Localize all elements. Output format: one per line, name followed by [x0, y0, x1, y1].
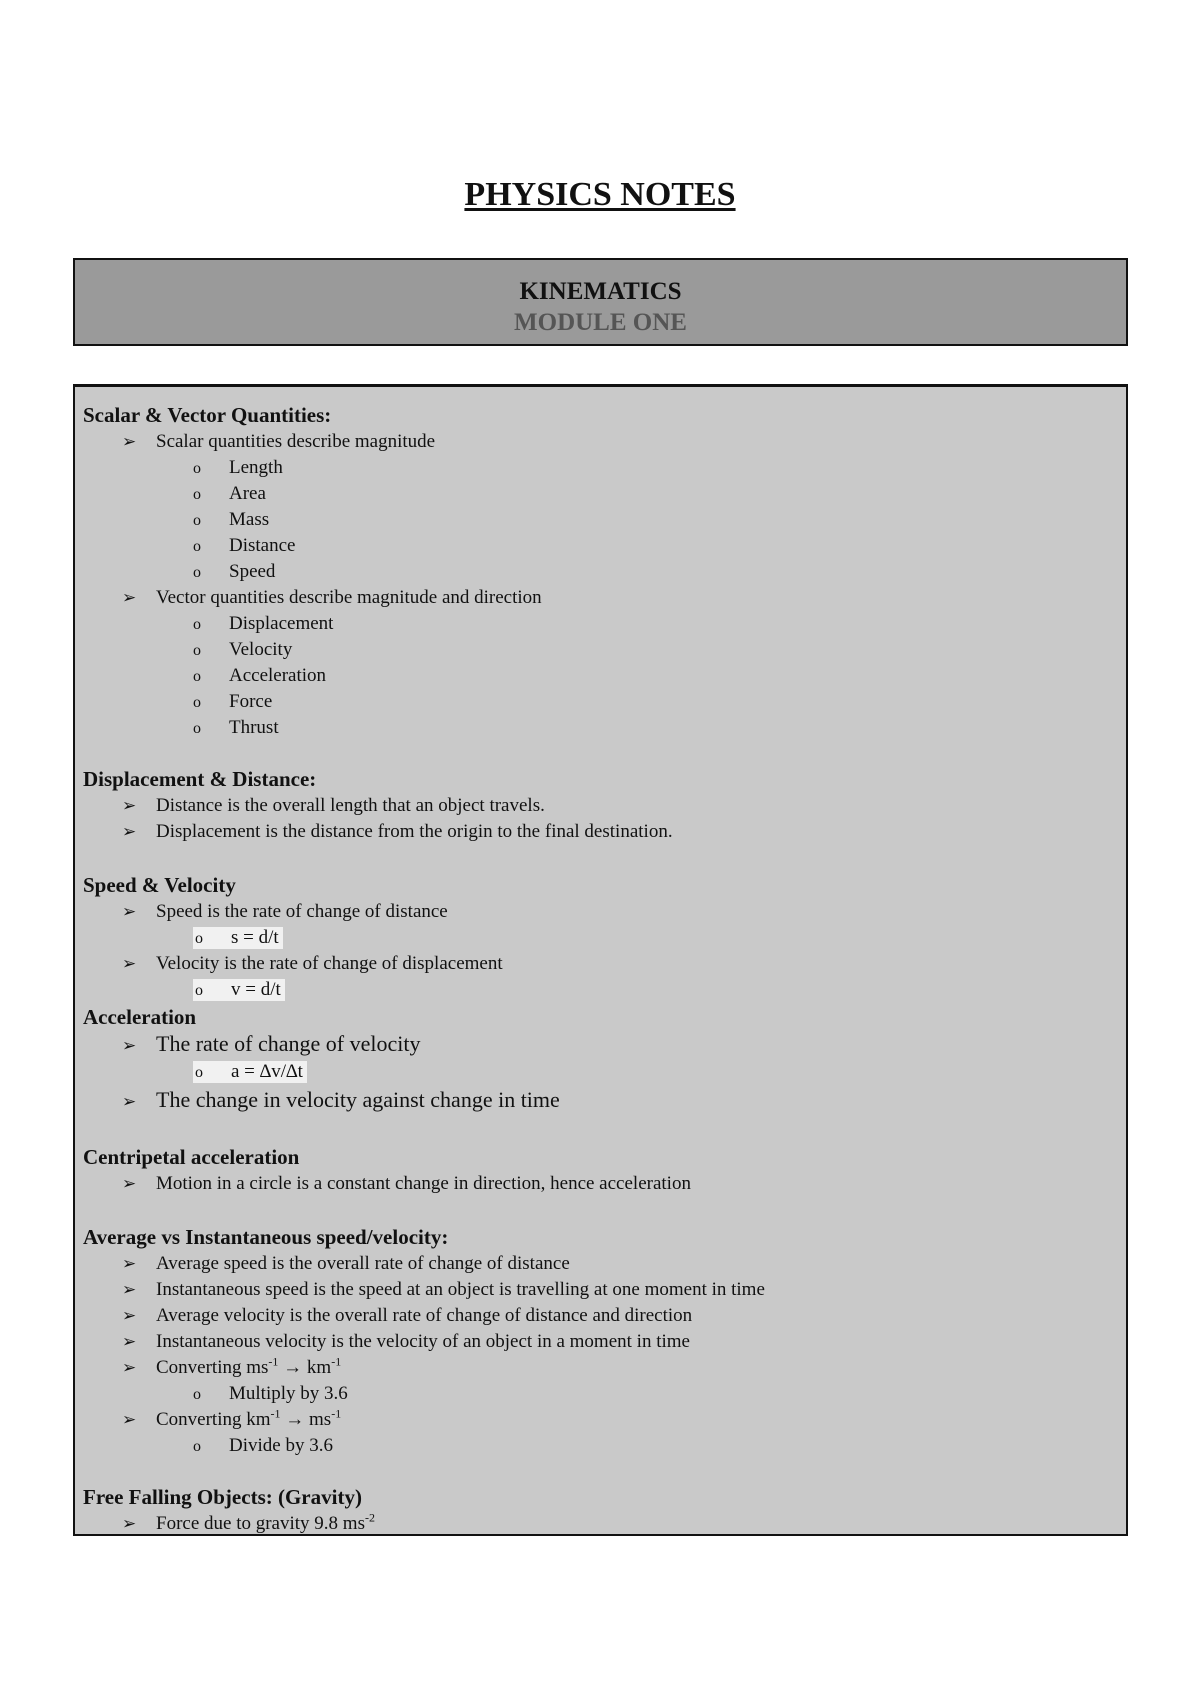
circle-bullet-icon: o	[193, 512, 201, 529]
list-item-text: Speed is the rate of change of distance	[156, 901, 448, 922]
circle-bullet-icon: o	[195, 1064, 203, 1081]
sub-list-item	[193, 457, 283, 479]
formula-item	[193, 927, 283, 949]
page-title: PHYSICS NOTES	[464, 176, 736, 213]
formula-item	[193, 979, 285, 1001]
list-item	[122, 587, 542, 609]
sub-list-item-text: Length	[229, 457, 283, 478]
section-heading: Centripetal acceleration	[83, 1145, 300, 1169]
list-item	[122, 1279, 765, 1301]
arrow-bullet-icon: ➢	[122, 1092, 137, 1111]
sub-list-item-text: Divide by 3.6	[229, 1435, 333, 1456]
notes-content-box	[73, 384, 1128, 1536]
arrow-bullet-icon: ➢	[122, 902, 137, 921]
circle-bullet-icon: o	[193, 694, 201, 711]
circle-bullet-icon: o	[193, 642, 201, 659]
sub-list-item	[193, 1383, 348, 1405]
list-item	[122, 1406, 342, 1431]
formula-text: v = d/t	[231, 979, 281, 1000]
arrow-bullet-icon: ➢	[122, 1254, 137, 1273]
circle-bullet-icon: o	[195, 930, 203, 947]
list-item-text: Velocity is the rate of change of displacement	[156, 953, 503, 974]
formula-text: s = d/t	[231, 927, 279, 948]
topic-heading: KINEMATICS	[519, 278, 682, 305]
list-item-text: Instantaneous velocity is the velocity of an object in a moment in time	[156, 1331, 690, 1352]
section-heading: Speed & Velocity	[83, 873, 236, 897]
section-heading: Scalar & Vector Quantities:	[83, 403, 332, 427]
arrow-bullet-icon: ➢	[122, 1306, 137, 1325]
sub-list-item	[193, 535, 295, 557]
list-item-text: The change in velocity against change in time	[156, 1087, 560, 1112]
list-item	[122, 821, 673, 843]
list-item	[122, 953, 503, 975]
section-heading: Acceleration	[83, 1005, 197, 1029]
sub-list-item	[193, 639, 292, 661]
list-item	[122, 1253, 570, 1275]
circle-bullet-icon: o	[193, 1438, 201, 1455]
sub-list-item	[193, 509, 269, 531]
list-item	[122, 431, 435, 453]
circle-bullet-icon: o	[193, 486, 201, 503]
circle-bullet-icon: o	[193, 1386, 201, 1403]
sub-list-item	[193, 691, 272, 713]
sub-list-item-text: Speed	[229, 561, 276, 582]
arrow-bullet-icon: ➢	[122, 822, 137, 841]
sub-list-item-text: Distance	[229, 535, 296, 556]
arrow-bullet-icon: ➢	[122, 1358, 137, 1377]
arrow-bullet-icon: ➢	[122, 796, 137, 815]
list-item-text: Average speed is the overall rate of change of distance	[156, 1253, 570, 1274]
section-heading: Average vs Instantaneous speed/velocity:	[83, 1225, 449, 1249]
list-item	[122, 1031, 420, 1057]
list-item	[122, 1331, 690, 1353]
list-item-text: Displacement is the distance from the origin to the final destination.	[156, 821, 673, 842]
list-item-text: Distance is the overall length that an object travels.	[156, 795, 545, 816]
module-header-box	[73, 258, 1128, 346]
list-item	[122, 901, 448, 923]
sub-list-item	[193, 613, 333, 635]
sub-list-item-text: Thrust	[229, 717, 279, 738]
circle-bullet-icon: o	[193, 460, 201, 477]
list-item	[122, 1510, 375, 1535]
arrow-bullet-icon: ➢	[122, 1036, 137, 1055]
list-item-text: Converting $ms^{-1} \to km^{-1}$	[156, 1354, 342, 1378]
list-item	[122, 1173, 691, 1195]
sub-list-item-text: Area	[229, 483, 266, 504]
sub-list-item-text: Mass	[229, 509, 270, 530]
formula-text: a = ∆v/∆t	[231, 1061, 303, 1082]
list-item-text: Force due to gravity 9.8 $ms^{-2}$	[156, 1510, 375, 1534]
circle-bullet-icon: o	[193, 564, 201, 581]
arrow-bullet-icon: ➢	[122, 1174, 137, 1193]
module-label: MODULE ONE	[514, 309, 687, 336]
list-item-text: Motion in a circle is a constant change in direction, hence acceleration	[156, 1173, 691, 1194]
list-item-text: Instantaneous speed is the speed at an object is travelling at one moment in time	[156, 1279, 765, 1300]
arrow-bullet-icon: ➢	[122, 1332, 137, 1351]
section-heading: Displacement & Distance:	[83, 767, 317, 791]
arrow-bullet-icon: ➢	[122, 1410, 137, 1429]
sub-list-item	[193, 717, 279, 739]
sub-list-item	[193, 1435, 333, 1457]
sub-list-item	[193, 561, 275, 583]
list-item-text: Scalar quantities describe magnitude	[156, 431, 436, 452]
list-item	[122, 1087, 560, 1113]
list-item-text: Average velocity is the overall rate of change of distance and direction	[156, 1305, 693, 1326]
sub-list-item-text: Multiply by 3.6	[229, 1383, 348, 1404]
sub-list-item-text: Displacement	[229, 613, 334, 634]
list-item-text: Vector quantities describe magnitude and direction	[156, 587, 542, 608]
list-item-text: The rate of change of velocity	[156, 1031, 421, 1056]
sub-list-item	[193, 665, 326, 687]
circle-bullet-icon: o	[193, 720, 201, 737]
list-item	[122, 795, 545, 817]
arrow-bullet-icon: ➢	[122, 1514, 137, 1533]
list-item	[122, 1305, 692, 1327]
arrow-bullet-icon: ➢	[122, 588, 137, 607]
sub-list-item-text: Force	[229, 691, 273, 712]
circle-bullet-icon: o	[195, 982, 203, 999]
section-heading: Free Falling Objects: (Gravity)	[83, 1485, 362, 1509]
sub-list-item	[193, 483, 266, 505]
circle-bullet-icon: o	[193, 668, 201, 685]
list-item	[122, 1354, 342, 1379]
arrow-bullet-icon: ➢	[122, 954, 137, 973]
sub-list-item-text: Velocity	[229, 639, 293, 660]
list-item-text: Converting $km^{-1} \to ms^{-1}$	[156, 1406, 342, 1430]
circle-bullet-icon: o	[193, 616, 201, 633]
circle-bullet-icon: o	[193, 538, 201, 555]
arrow-bullet-icon: ➢	[122, 432, 137, 451]
formula-item	[193, 1061, 307, 1083]
sub-list-item-text: Acceleration	[229, 665, 327, 686]
arrow-bullet-icon: ➢	[122, 1280, 137, 1299]
